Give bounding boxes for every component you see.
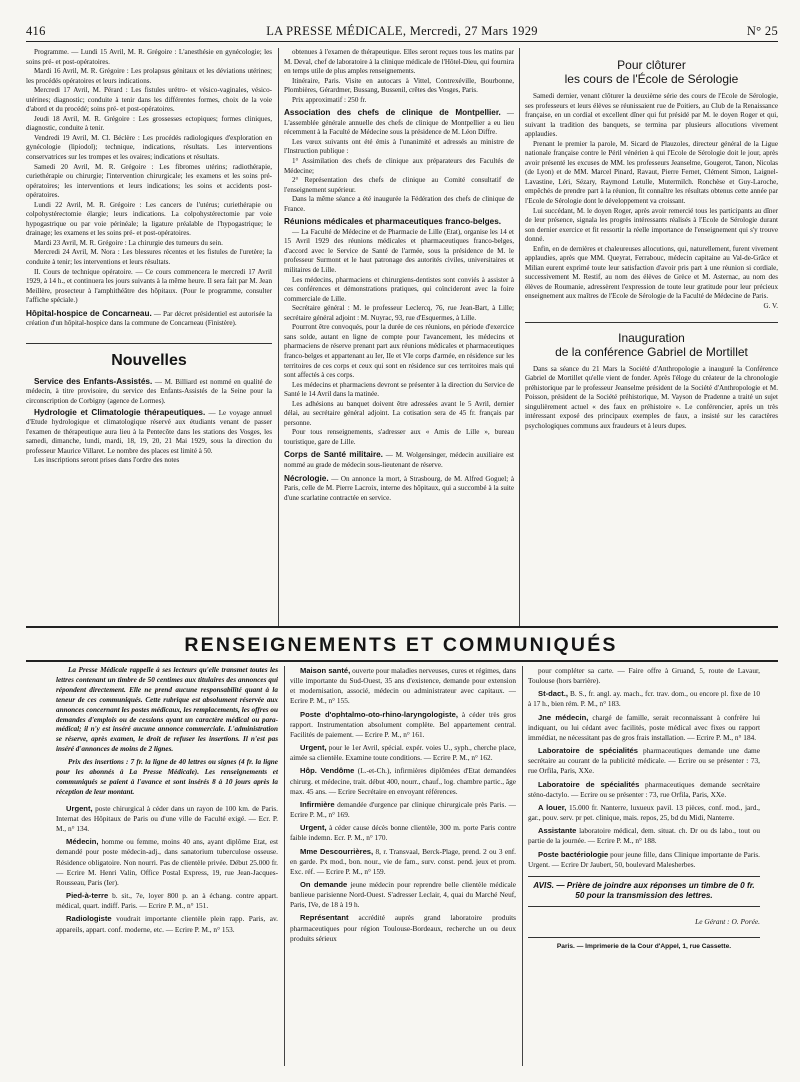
classified-ad [528, 713, 760, 743]
classified-ad [528, 689, 760, 709]
classified-ad [290, 710, 516, 740]
classified-ad [528, 780, 760, 800]
assoc-title: Association des chefs de clinique de Montpellier. [284, 108, 501, 118]
ad-text: homme ou femme, moins 40 ans, ayant diplôme Etat, est demandé pour poste médecin-adj., dans sanatorium tuberculose osseuse. Résidence obligatoire. Non nourri. Pas de clientèle privée. Début 25.000 fr. — Ecrire M. Henri Valin, Office Postal Express, 19, rue Jean-Jacques-Rousseau, Paris (Ier). [56, 837, 278, 887]
necro-notice [284, 473, 514, 504]
program-paragraph: Jeudi 18 Avril, M. R. Grégoire : Les grossesses ectopiques; formes cliniques, diagnostic, conduite à tenir. [26, 114, 272, 133]
ad-keyword: Médecin, [66, 837, 99, 847]
page-number: 416 [26, 24, 46, 38]
ad-text: ouverte pour maladies nerveuses, cures et régimes, dans ville importante du Sud-Ouest, 35 ans d'existence, demande pour extension et modernisation, associé, médecin ou administrateur avec capitaux. — Ecrire P. M., n° 155. [290, 666, 516, 706]
program-paragraph: II. Cours de technique opératoire. — Ce cours commencera le mercredi 17 Avril 1929, à 14 h., et continuera les jours suivants à la même heure. Il sera fait par M. Jean Meillère, prosecteur à l'amphithéâtre des hôpitaux. (Pour le programme, consulter l'affiche spéciale.) [26, 267, 272, 305]
column-1 [26, 48, 272, 626]
column-rule [519, 48, 520, 626]
ad-keyword: Hôp. Vendôme [300, 766, 355, 776]
ad-text: poste chirurgical à céder dans un rayon de 100 km. de Paris. Internat des Hôpitaux de Paris ou d'une ville de Faculté exigé. — Ecr. P. M., n° 134. [56, 803, 278, 834]
paragraph: Itinéraire, Paris. Visite en autocars à Vittel, Contrexéville, Bourbonne, Plombières, Gérardmer, Bussang, Bussenil, crêtes des Vosges, Paris. [284, 76, 514, 95]
publication-title: LA PRESSE MÉDICALE, Mercredi, 27 Mars 1929 [266, 24, 538, 38]
ad-keyword: Urgent, [300, 823, 327, 833]
ad-text: pour jeune fille, dans Clinique importante de Paris. Urgent. — Ecrire Dr Jaubert, 50, boulevard Malesherbes. [528, 849, 760, 869]
issue-number: N° 25 [746, 24, 778, 38]
ad-text: B. S., fr. angl. ay. mach., fcr. trav. dom., ou encore pl. fixe de 10 à 17 h., bien rém. P. M., n° 183. [528, 689, 760, 709]
ad-keyword: A louer, [538, 802, 567, 812]
reunion-notice [284, 216, 514, 228]
ad-text: chargé de famille, serait reconnaissant à confrère lui indiquant, ou lui cédant avec facilités, poste médical avec fixes ou rapport immédiat, ne nécessitant pas de gros frais installation. — Ecrire P. M., n° 184. [528, 712, 760, 742]
serologie-paragraph: Enfin, en de dernières et chaleureuses allocutions, qui, naturellement, furent vivement applaudies, après que MM. Queyrat, Ferrabouc, médecin capitaine au Val-de-Grâce et Milian eurent exprimé toute leur satisfaction d'avoir pris part à une réunion si cordiale, successivement M. Restif, au nom des élèves de Grèce et M. Asternac, au nom des élèves de Roumanie, adressèrent l'expression de toute leur gratitude pour leur précieux enseignement aux maîtres de l'Ecole de Sérologie de la Faculté de Médecine de Paris. [525, 244, 778, 301]
reunion-paragraph: Secrétaire général : M. le professeur Leclercq, 76, rue Jean-Bart, à Lille; secrétaire général adjoint : M. Nuyrac, 93, rue d'Esquermes, à Lille. [284, 304, 514, 322]
ad-keyword: Assistante [538, 826, 577, 836]
service-notice [26, 376, 272, 407]
section-divider [26, 343, 272, 344]
program-paragraph: Programme. — Lundi 15 Avril, M. R. Grégoire : L'anesthésie en gynécologie; les soins pré- et post-opératoires. [26, 48, 272, 66]
assoc-text-2: Les vœux suivants ont été émis à l'unanimité et adressés au ministre de l'Instruction publique : [284, 137, 514, 156]
reunion-paragraph: Les adhésions au banquet doivent être adressées avant le 5 Avril, dernier délai, au secrétaire général adjoint. La cotisation sera de 45 fr. français par personne. [284, 399, 514, 427]
header-rule [26, 41, 778, 42]
hydro-title: Hydrologie et Climatologie thérapeutiques. [34, 407, 206, 417]
avis-notice: AVIS. — Prière de joindre aux réponses un timbre de 0 fr. 50 pour la transmission des lettres. [528, 876, 760, 907]
renseignements-banner: RENSEIGNEMENTS ET COMMUNIQUÉS [184, 634, 618, 656]
serologie-paragraph: Samedi dernier, venant clôturer la deuxième série des cours de l'Ecole de Sérologie, ses professeurs et leurs élèves se réunissaient rue de Poitiers, au Club de la Renaissance française, en un cordial et excellent dîner qui fut présidé par M. le doyen Roger et qui, suivant la tradition des banquets, se termina par plusieurs allocutions vivement applaudies. [525, 92, 778, 139]
hydro-text: — Le voyage annuel d'Etude hydrologique et climatologique réservé aux étudiants venant de passer l'examen de thérapeutique aura lieu à la Pentecôte dans les stations des Vosges, les samedi, dimanche, lundi, mardi, 18, 19, 20, 21 Mai 1929, sous la direction du professeur Maurice Villaret. Le nombre des places est limité à 50. [26, 408, 272, 455]
ad-text: pharmaceutiques demande secrétaire sténo-dactylo. — Ecrire ou se présenter : 73, rue Orfila, Paris, XXe. [528, 779, 760, 799]
classified-ad [528, 666, 760, 686]
newspaper-page [26, 8, 778, 1074]
ad-keyword: Laboratoire de spécialités [538, 779, 640, 789]
classified-ad [56, 837, 278, 888]
assoc-text-3: Dans la même séance a été inaugurée la Fédération des chefs de clinique de France. [284, 195, 514, 213]
serologie-heading [525, 58, 778, 86]
classified-ad [290, 743, 516, 763]
column-rule [522, 666, 523, 1066]
classified-ad [528, 746, 760, 776]
reunion-title: Réunions médicales et pharmaceutiques franco-belges. [284, 217, 502, 227]
ad-text: à céder cause décès bonne clientèle, 300 m. porte Paris contre faible indemn. Ecr. P. M., n° 170. [290, 823, 516, 843]
mortillet-title-line1: Inauguration [618, 330, 685, 345]
ad-keyword: Maison santé, [300, 666, 351, 675]
ad-keyword: Jne médecin, [538, 712, 589, 722]
banner-bottom-rule [26, 660, 778, 662]
ad-text: pharmaceutiques demande une dame secrétaire au courant de la publicité médicale. — Ecrire ou se présenter : 73, rue Orfila, Paris, XXe. [528, 746, 760, 776]
classifieds-prices: Prix des insertions : 7 fr. la ligne de 40 lettres ou signes (4 fr. la ligne pour les abonnés à La Presse Médicale). Les renseignements et communiqués se paient à l'avance et sont insérés 8 à 10 jours après la réception de leur montant. [56, 758, 278, 796]
paragraph: Prix approximatif : 250 fr. [292, 95, 367, 104]
ad-keyword: Urgent, [300, 743, 327, 753]
column-3 [525, 58, 778, 626]
assoc-notice [284, 107, 514, 138]
section-divider [525, 322, 778, 323]
reunion-paragraph: — La Faculté de Médecine et de Pharmacie de Lille (Etat), organise les 14 et 15 Avril 1929 des réunions médicales et pharmaceutiques franco-belges, d'accord avec le Service de Santé de l'armée, sous la présidence de M. le professeur Surmont et le haut patronage des autorités civiles, universitaires et militaires de Lille. [284, 227, 514, 275]
classified-ad [290, 823, 516, 843]
serologie-paragraph: Lui succédant, M. le doyen Roger, après avoir remercié tous les participants au dîner de leur présence, signala les progrès intéressants réalisés à l'Ecole de Sérologie durant son dernier exercice et fit ressortir la réelle importance de l'enseignement qui s'y trouve donné. [525, 206, 778, 244]
serologie-title-line1: Pour clôturer [617, 58, 686, 72]
classified-ad [290, 880, 516, 910]
service-text: — M. Billiard est nommé en qualité de médecin, à titre provisoire, du service des Enfants-Assistés de la Seine pour la circonscription de Corbigny (agence de Lormes). [26, 377, 272, 405]
gerant-line: Le Gérant : O. Porée. [695, 916, 760, 926]
banner-top-rule [26, 626, 778, 628]
column-rule [284, 666, 285, 1066]
classified-ads [56, 804, 278, 935]
ad-keyword: Poste bactériologie [538, 849, 609, 859]
ad-keyword: Mme Descourrières, [300, 846, 374, 856]
gynecology-program [26, 48, 272, 306]
column-2 [284, 48, 514, 626]
ad-keyword: Radiologiste [66, 914, 112, 924]
ad-keyword: On demande [300, 879, 348, 889]
reunion-paragraph: Pour tous renseignements, s'adresser aux « Amis de Lille », bureau touristique, gare de Lille. [284, 428, 514, 446]
classifieds-column-3 [528, 666, 760, 1066]
serologie-paragraph: Prenant le premier la parole, M. Sicard de Plauzoles, directeur général de la Ligue nationale française contre le Péril vénérien à qui l'Ecole de Sérologie doit le jour, après avoir présenté les excuses de MM. les professeurs Jeanselme, Gougerot, Tanon, Nicolas (de Lyon) et de MM. Marcel Pinard, Ravaut, Pierre Fernet, Clément Simon, Laignel-Lavastine, Léri, Sézary, Raymond Letulle, Mutermilch. Ronchèse et Guy-Laroche, empêchés de prendre part à la réunion, fit connaître les résultats obtenus cette année par l'Ecole de Sérologie dont le développement va croissant. [525, 139, 778, 206]
classified-ad [56, 804, 278, 834]
wish-item: 2° Représentation des chefs de clinique au Comité consultatif de l'enseignement supérieur. [284, 176, 514, 194]
ad-text: b. sit., 7e, loyer 800 p. an à échang. contre appart. médical, quart. indiff. Paris. — Ecrire P. M., n° 151. [56, 891, 278, 911]
ad-text: laboratoire médical, dem. situat. ch. Dr ou ds labo., tout ou partie de la journée. — Ecrire P. M., n° 188. [528, 826, 760, 846]
corps-text: — M. Wolgensinger, médecin auxiliaire est nommé au grade de médecin sous-lieutenant de réserve. [284, 451, 514, 469]
mortillet-title-line2: de la conférence Gabriel de Mortillet [555, 344, 748, 359]
hydro-continuation [284, 48, 514, 105]
classified-ad [290, 800, 516, 820]
classified-ad [528, 826, 760, 846]
classifieds-column-1 [56, 666, 278, 1066]
wish-item: 1° Assimilation des chefs de clinique aux préparateurs des Facultés de Médecine; [284, 157, 514, 175]
nouvelles-heading: Nouvelles [111, 351, 187, 369]
ad-text: à céder très gros rapport. Instrumentation absolument complète. Bel appartement central. Facilités de paiement. — Ecrire P. M., n° 161. [290, 709, 516, 739]
ad-keyword: Pied-à-terre [66, 891, 109, 901]
assoc-text: — L'assemblée générale annuelle des chefs de clinique de Montpellier a eu lieu récemment à la Faculté de Médecine sous la présidence de M. Léon Diffre. [284, 109, 514, 137]
ad-text: voudrait importante clientèle plein rapp. Paris, av. appareils, appart. conf. moderne, etc. — Ecrire P. M., n° 153. [56, 914, 278, 934]
ad-keyword: St-dact., [538, 689, 568, 699]
program-paragraph: Vendredi 19 Avril, M. Cl. Béclère : Les procédés radiologiques d'exploration en gynécologie (lipiodol); technique, indications, résultats. Les interventions conservatrices sur les trompes et les ovaires; indications et résultats. [26, 133, 272, 162]
ad-keyword: Représentant [300, 913, 349, 923]
ad-keyword: Laboratoire de spécialités [538, 746, 638, 756]
mortillet-article: Dans sa séance du 21 Mars la Société d'Anthropologie a inauguré la Conférence Gabriel de Mortillet qu'elle vient de fonder. Après l'éloge du créateur de la chronologie préhistorique par le professeur Jeanselme président de la Société d'Anthropologie et M. Poisson, président de la Société préhistorique, M. Vayson de Pradenne a traité un sujet singulièrement actuel « des faux en préhistoire ». Le conférencier, après un très intéressant exposé des principaux exemples de faux, a insisté sur les caractères psychologiques communs aux fraudeurs et à leurs dupes. [525, 364, 778, 430]
classified-ad [290, 766, 516, 796]
classified-ad [528, 850, 760, 870]
necro-title: Nécrologie. [284, 473, 329, 483]
reunion-paragraphs [284, 228, 514, 448]
page-header [26, 24, 778, 40]
classified-ads [528, 666, 760, 870]
hydro-notice [26, 407, 272, 457]
assoc-wishes-list [284, 157, 514, 195]
ad-text: 8, r. Transvaal, Berck-Plage, prend. 2 ou 3 enf. en garde. Px mod., bon. nour., vie de fam., surv. const. pend. jeux et prom. Exc. réf. — Ecrire P. M., n° 159. [290, 846, 516, 876]
serologie-signature: G. V. [763, 302, 778, 311]
program-paragraph: Mercredi 24 Avril, M. Nora : Les blessures récentes et les fistules de l'uretère; la conduite à tenir; les interventions et leurs résultats. [26, 248, 272, 267]
hopital-notice [26, 308, 272, 329]
classified-ad [290, 847, 516, 877]
classifieds-intro: La Presse Médicale rappelle à ses lecteurs qu'elle transmet toutes les lettres contenant un timbre de 50 centimes aux titulaires des annonces qui répondent directement. Elle ne prend aucune responsabilité quant à la teneur de ces communiqués. Cette rubrique est absolument réservée aux annonces concernant les postes médicaux, les remplacements, les offres ou demandes d'emplois ou de cessions ayant un caractère médical ou para-médical; il n'y est inséré aucune annonce commerciale. L'administration se réserve, après examen, le droit de refuser les insertions. Il n'est pas inséré d'annonces de moins de 2 lignes. [56, 666, 278, 754]
classifieds-column-2 [290, 666, 516, 1066]
necro-text: — On annonce la mort, à Strasbourg, de M. Alfred Goguel; à Paris, celle de M. Pierre Lacroix, interne des hôpitaux, qui a succombé à la suite d'une scarlatine contractée en service. [284, 474, 514, 502]
classified-ad [528, 803, 760, 823]
program-paragraph: Mercredi 17 Avril, M. Pérard : Les fistules urétro- et vésico-vaginales, vésico-utérines; diagnostic; conduite à tenir dans les différentes formes, choix de la voie d'abord et du procédé; soins pré- et post-opératoires. [26, 86, 272, 114]
imprimerie-line: Paris. — Imprimerie de la Cour d'Appel, 1, rue Cassette. [528, 937, 760, 952]
program-paragraph: Lundi 22 Avril, M. R. Grégoire : Les cancers de l'utérus; curiethérapie ou colpohystérectomie élargie; leurs indications. La colpohystérectomie par voie hypogastrique ou par voie périnéale; la ligature préalable de l'hypogastrique; le drainage; les examens et les soins pré- et post-opératoires. [26, 200, 272, 238]
program-paragraph: Samedi 20 Avril, M. R. Grégoire : Les fibromes utérins; radiothérapie, curiethérapie ou chirurgie; l'intervention chirurgicale; les examens et les soins pré-opératoires; les interventions et leurs indications; les soins et accidents post-opératoires. [26, 162, 272, 200]
paragraph: obtenues à l'examen de thérapeutique. Elles seront reçues tous les matins par M. Deval, chef de laboratoire à la clinique médicale de l'Hôtel-Dieu, qui fournira en temps utile de plus amples renseignements. [284, 48, 514, 76]
reunion-paragraph: Les médecins, pharmaciens et chirurgiens-dentistes sont conviés à assister à ces conférences et démonstrations pratiques, qui coïncideront avec la foire commerciale de Lille. [284, 275, 514, 303]
classified-ads [290, 666, 516, 944]
reunion-paragraph: Pourront être convoqués, pour la durée de ces réunions, en période d'exercice sans solde, autant en ligne de compte pour l'avancement, les médecins et pharmaciens de réserve prenant part aux réunions médicales et pharmaceutiques franco-belges et appartenant au Ier, IIe et VIe corps d'armée, en résidence sur les territoires de ces corps et ceux qui sont en résidence sur ces territoires mais qui sont affectés à ces corps. [284, 323, 514, 380]
ad-keyword: Infirmière [300, 799, 335, 809]
corps-title: Corps de Santé militaire. [284, 450, 383, 460]
reunion-paragraph: Les médecins et pharmaciens devront se présenter à la direction du Service de Santé le 14 Avril dans la matinée. [284, 380, 514, 399]
column-rule [278, 48, 279, 626]
ad-text: pour le 1er Avril, spécial. expér. voies U., syph., cherche place, aimée sa clientèle. Examine toute conditions. — Ecrire P. M., n° 162. [290, 743, 516, 763]
corps-notice [284, 449, 514, 470]
classified-ad [56, 914, 278, 934]
hopital-text: — Par décret présidentiel est autorisée la création d'un hôpital-hospice dans la commune de Concarneau (Finistère). [26, 309, 272, 328]
ad-text: demandée d'urgence par clinique chirurgicale près Paris. — Ecrire P. M., n° 169. [290, 799, 516, 820]
service-title: Service des Enfants-Assistés. [34, 376, 153, 386]
ad-text: pour compléter sa carte. — Faire offre à Gruand, 5, route de Lavaur, Toulouse (hors barrière). [528, 666, 760, 686]
mortillet-heading [525, 331, 778, 359]
ad-text: accrédité auprès grand laboratoire produits pharmaceutiques pour région Toulouse-Bordeaux, recherche un ou deux produits sérieux [290, 913, 516, 943]
ad-text: jeune médecin pour reprendre belle clientèle médicale banlieue parisienne Nord-Ouest. S'adresser Leclair, 4, quai du Marché Neuf, Paris, IVe, de 18 à 19 h. [290, 879, 516, 910]
classified-ad [56, 891, 278, 911]
program-paragraph: Mardi 23 Avril, M. R. Grégoire : La chirurgie des tumeurs du sein. [34, 238, 223, 247]
ad-text: 15.000 fr. Nanterre, luxueux pavil. 13 pièces, conf. mod., jard., gar., pouv. serv. pr pet. clinique, mais. repos, 25, bd du Midi, Nanterre. [528, 802, 760, 823]
hydro-text-2: Les inscriptions seront prises dans l'ordre des notes [34, 456, 180, 465]
classified-ad [290, 913, 516, 943]
serologie-article [525, 92, 778, 302]
hopital-title: Hôpital-hospice de Concarneau. [26, 308, 152, 318]
program-paragraph: Mardi 16 Avril, M. R. Grégoire : Les prolapsus génitaux et les déviations utérines; les procédés opératoires et leurs indications. [26, 67, 272, 85]
ad-keyword: Poste d'ophtalmo-oto-rhino-laryngologiste, [300, 709, 458, 719]
ad-keyword: Urgent, [66, 803, 93, 813]
serologie-title-line2: les cours de l'École de Sérologie [564, 72, 739, 86]
classified-ad [290, 666, 516, 707]
ad-text: (L.-et-Ch.), infirmières diplômées d'Etat demandées chirurg. et médecine, trait. début 400, nourr., chauf., log. chambre partic., âge max. 45 ans. — Ecrire Secrétaire en envoyant références. [290, 766, 516, 796]
